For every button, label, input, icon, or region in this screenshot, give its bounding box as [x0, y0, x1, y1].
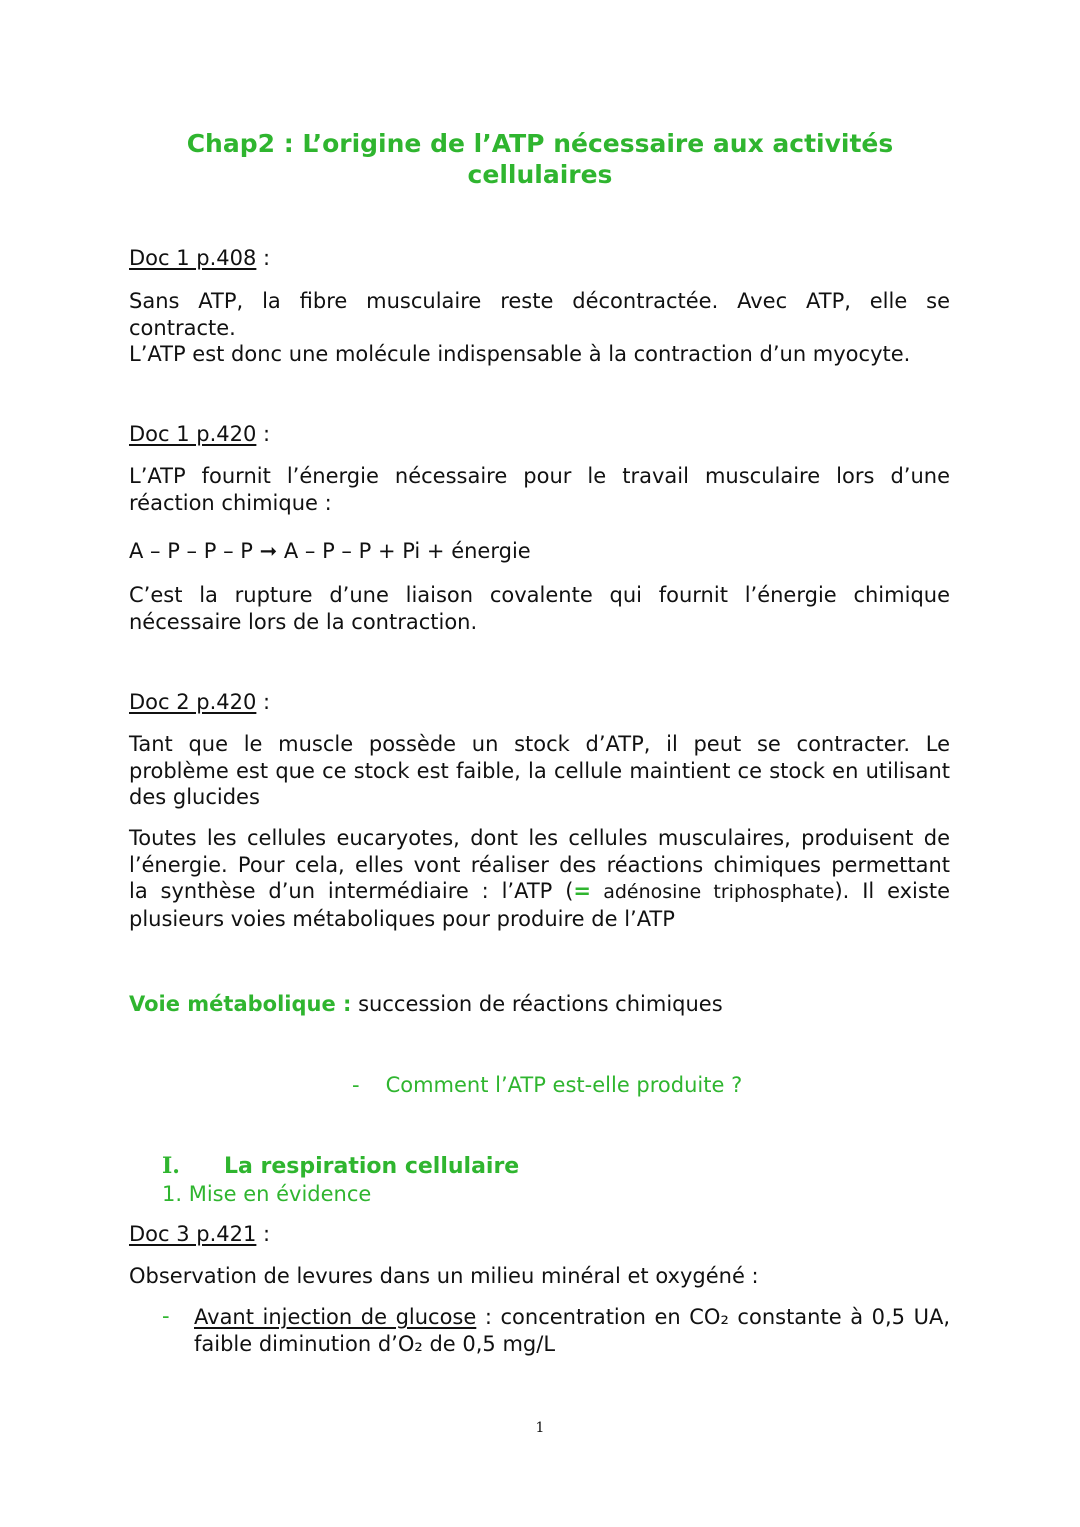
paragraph: C’est la rupture d’une liaison covalente qui fournit l’énergie chimique nécessaire lors de la contraction. — [129, 583, 950, 634]
section-heading: I. La respiration cellulaire — [162, 1153, 520, 1179]
subsection-heading: 1. Mise en évidence — [162, 1182, 372, 1206]
definition: Voie métabolique : succession de réactions chimiques — [129, 992, 723, 1016]
bullet-dash: - — [162, 1304, 170, 1328]
paragraph: L’ATP fournit l’énergie nécessaire pour le travail musculaire lors d’une réaction chimique : — [129, 464, 950, 515]
doc-reference-link: Doc 1 p.420 — [129, 422, 257, 446]
list-item: Avant injection de glucose : concentration en CO₂ constante à 0,5 UA, faible diminution d’O₂ de 0,5 mg/L — [194, 1305, 950, 1356]
doc-reference: Doc 3 p.421 : — [129, 1222, 271, 1246]
page-title — [0, 128, 1080, 190]
doc-reference: Doc 2 p.420 : — [129, 690, 271, 714]
arrow-right-icon: ➞ — [259, 539, 278, 563]
doc-reference: Doc 1 p.408 : — [129, 246, 271, 270]
paragraph: Sans ATP, la fibre musculaire reste décontractée. Avec ATP, elle se contracte. L’ATP est donc une molécule indispensable à la contraction d’un myocyte. — [129, 289, 950, 366]
paragraph: Tant que le muscle possède un stock d’ATP, il peut se contracter. Le problème est que ce stock est faible, la cellule maintient ce stock en utilisant des glucides — [129, 732, 950, 809]
definition-term: Voie métabolique : — [129, 992, 352, 1016]
paragraph: Toutes les cellules eucaryotes, dont les cellules musculaires, produisent de l’énergie. Pour cela, elles vont réaliser des réactions chimiques permettant la synthèse d’un intermédiaire : l’ATP (= adénosine triphosphate). Il existe plusieurs voies métaboliques pour produire de l’ATP — [129, 826, 950, 931]
doc-reference: Doc 1 p.420 : — [129, 422, 271, 446]
question: - Comment l’ATP est-elle produite ? — [352, 1073, 743, 1097]
page-number: 1 — [535, 1420, 545, 1436]
doc-reference-link: Doc 2 p.420 — [129, 690, 257, 714]
title-line-1: Chap2 : L’origine de l’ATP nécessaire aux activités — [186, 129, 894, 158]
chemical-equation: A – P – P – P ➞ A – P – P + Pi + énergie — [129, 539, 531, 563]
doc-reference-link: Doc 1 p.408 — [129, 246, 257, 270]
paragraph: Observation de levures dans un milieu minéral et oxygéné : — [129, 1264, 759, 1288]
title-line-2: cellulaires — [467, 160, 613, 189]
doc-reference-link: Doc 3 p.421 — [129, 1222, 257, 1246]
